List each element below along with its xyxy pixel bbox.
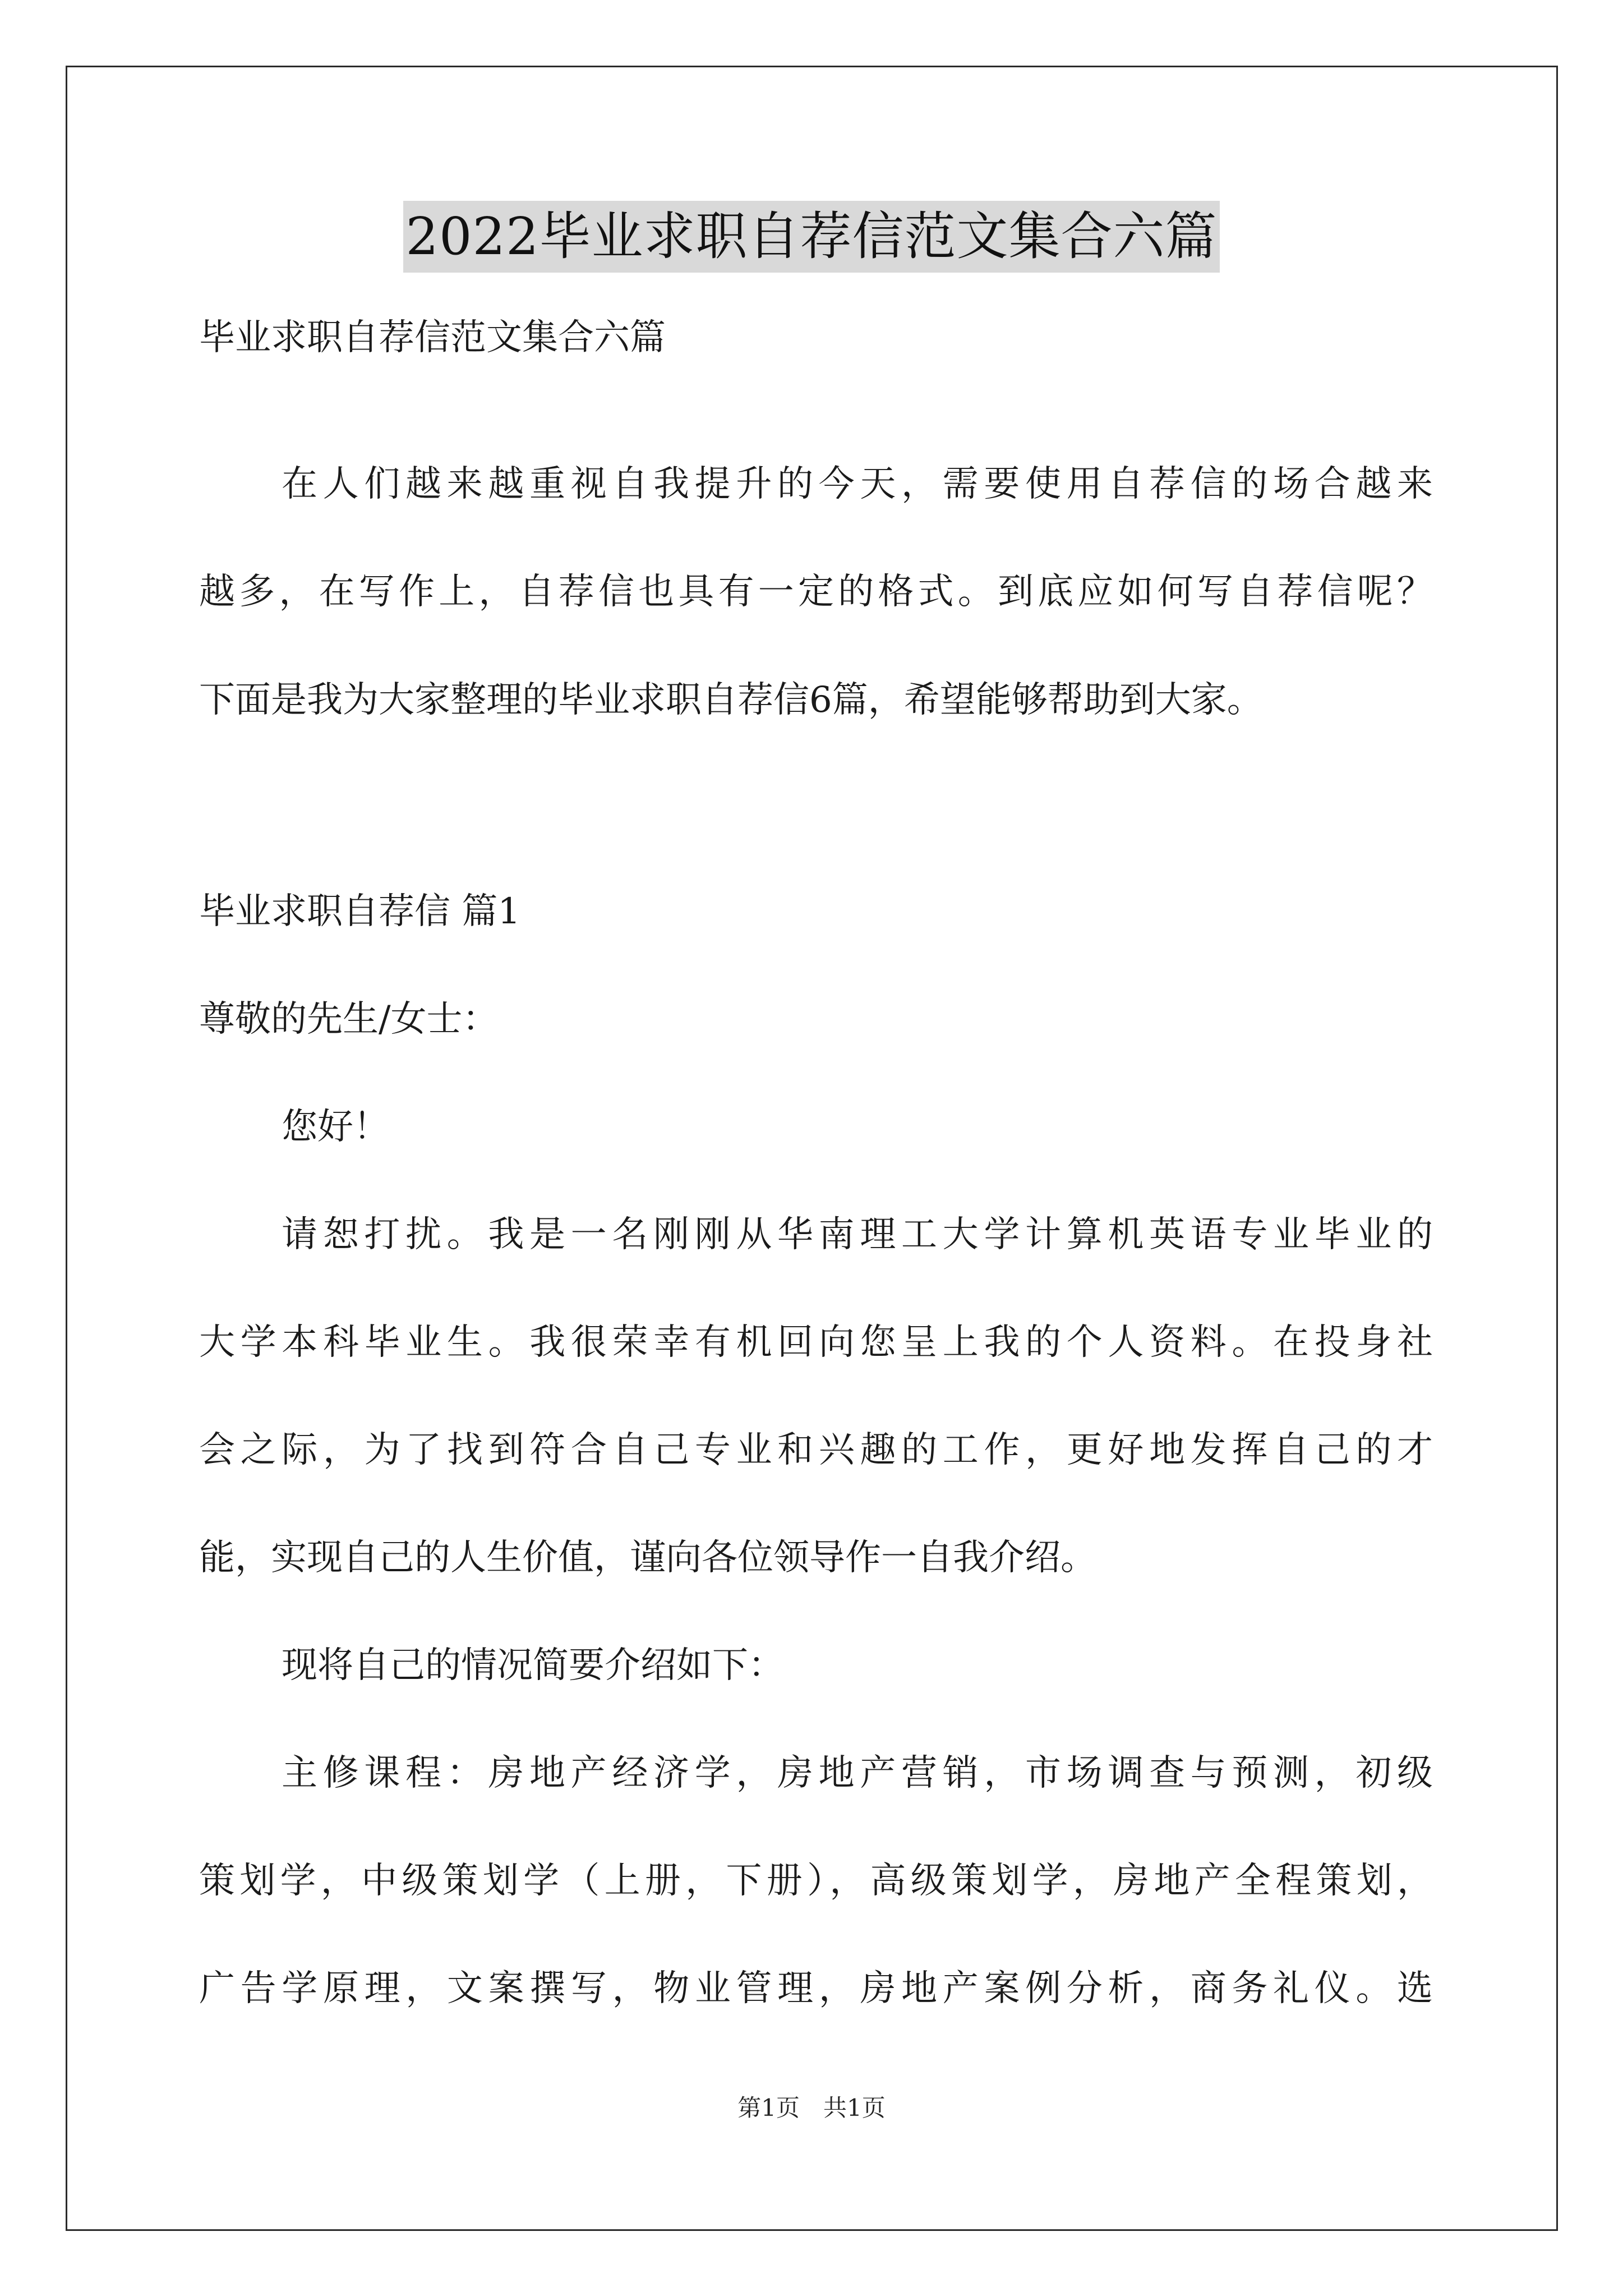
paragraph-line: 策划学，中级策划学（上册，下册），高级策划学，房地产全程策划， — [199, 1860, 1433, 1902]
document-subtitle: 毕业求职自荐信范文集合六篇 — [199, 317, 666, 358]
greeting: 您好！ — [282, 1106, 389, 1148]
paragraph-line: 会之际，为了找到符合自己专业和兴趣的工作，更好地发挥自己的才 — [199, 1429, 1433, 1471]
intro-line: 在人们越来越重视自我提升的今天，需要使用自荐信的场合越来 — [282, 463, 1433, 505]
paragraph-line: 现将自己的情况简要介绍如下： — [282, 1645, 784, 1686]
title-container — [0, 201, 1623, 273]
paragraph-line: 大学本科毕业生。我很荣幸有机回向您呈上我的个人资料。在投身社 — [199, 1322, 1433, 1363]
section-heading: 毕业求职自荐信 篇1 — [199, 891, 521, 932]
paragraph-line: 广告学原理，文案撰写，物业管理，房地产案例分析，商务礼仪。选 — [199, 1968, 1433, 2009]
paragraph-line: 主修课程：房地产经济学，房地产营销，市场调查与预测，初级 — [282, 1752, 1433, 1794]
paragraph-line: 能，实现自己的人生价值，谨向各位领导作一自我介绍。 — [199, 1537, 1096, 1579]
salutation: 尊敬的先生/女士： — [199, 999, 499, 1040]
paragraph-line: 请恕打扰。我是一名刚刚从华南理工大学计算机英语专业毕业的 — [282, 1214, 1433, 1255]
page-footer: 第1页 共1页 — [737, 2094, 886, 2122]
document-title: 2022毕业求职自荐信范文集合六篇 — [403, 201, 1219, 273]
intro-line: 下面是我为大家整理的毕业求职自荐信6篇，希望能够帮助到大家。 — [199, 679, 1263, 721]
intro-line: 越多，在写作上，自荐信也具有一定的格式。到底应如何写自荐信呢？ — [199, 571, 1433, 613]
